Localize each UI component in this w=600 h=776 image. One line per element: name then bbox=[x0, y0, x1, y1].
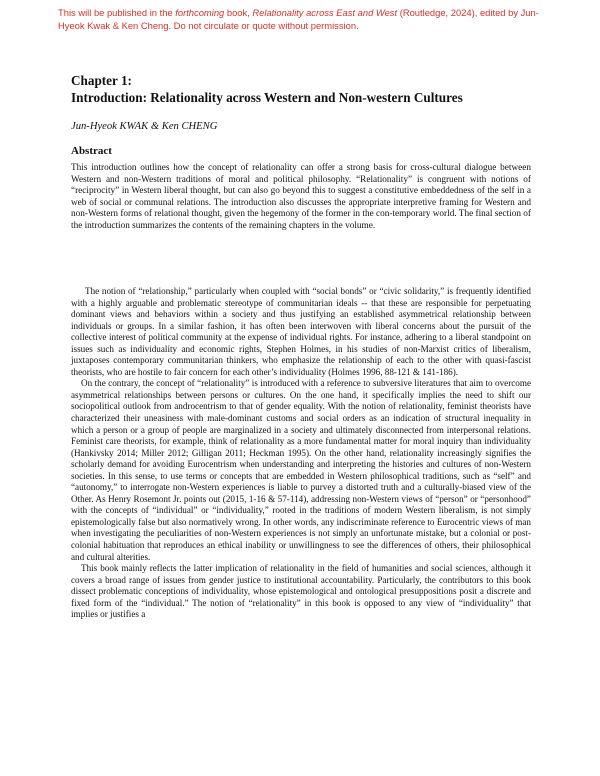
notice-book-title: Relationality across East and West bbox=[252, 7, 398, 18]
main-body bbox=[71, 286, 531, 621]
notice-prefix: This will be published in the bbox=[58, 7, 176, 18]
notice-suffix: (Routledge, 2024), edited by Jun-Hyeok Kwak & Ken Cheng. Do not circulate or quote without permission. bbox=[58, 7, 539, 31]
notice-mid: book, bbox=[224, 7, 253, 18]
chapter-heading bbox=[71, 72, 541, 106]
authors: Jun-Hyeok KWAK & Ken CHENG bbox=[71, 121, 218, 132]
body-paragraph-1: The notion of “relationship,” particularly when coupled with “social bonds” or “civic solidarity,” is frequently identified with a highly arguable and problematic stereotype of communitarian ideals -- that these are responsible for perpetuating dominant views and behaviors within a society and thus justifying an established asymmetrical relationship between individuals or groups. In a similar fashion, it has often been interwoven with liberal concerns about the pursuit of the collective interest of political community at the expense of individual rights. For instance, adhering to a liberal standpoint on issues such as individuality and economic rights, Stephen Holmes, in his studies of non-Marxist critics of liberalism, juxtaposes contemporary communitarian thinkers, who emphasize the relationship of each to the other with quasi-fascist theorists, who are hostile to fair concern for each other’s individuality (Holmes 1996, 88-121 & 141-186). bbox=[71, 286, 531, 377]
abstract-text: This introduction outlines how the concept of relationality can offer a strong basis for cross-cultural dialogue between Western and non-Western traditions of moral and political philosophy. “Relationality” is congruent with notions of “reciprocity” in Western liberal thought, but can also go beyond this to suggest a constitutive embeddedness of the self in a web of social or communal relations. The introduction also discusses the appropriate interpretive framing for Western and non-Western forms of relational thought, given the hegemony of the former in the con-temporary world. The final section of the introduction summarizes the contents of the remaining chapters in the volume. bbox=[71, 163, 531, 231]
chapter-number: Chapter 1: bbox=[71, 73, 132, 88]
body-paragraph-2: On the contrary, the concept of “relationality” is introduced with a reference to subversive literatures that aim to overcome asymmetrical relationships between persons or cultures. On the one hand, it specifically implies the need to shift our sociopolitical outlook from androcentrism to that of gender equality. With the notion of relationality, feminist theorists have characterized their uneasiness with male-dominant customs and social orders as an indication of structural inequality in which a person or a group of people are marginalized in a society and ultimately disconnected from interpersonal relations. Feminist care theorists, for example, think of relationality as a more fundamental matter for moral inquiry than individuality (Hankivsky 2014; Miller 2012; Gilligan 2011; Heckman 1995). On the other hand, relationality increasingly signifies the scholarly demand for avoiding Eurocentrism when understanding and interpreting the histories and cultures of non-Western societies. In this sense, to use terms or concepts that are embedded in Western philosophical traditions, such as “self” and “autonomy,” to interrogate non-Western experiences is liable to purvey a distorted truth and a culturally-biased view of the Other. As Henry Rosemont Jr. points out (2015, 1-16 & 57-114), addressing non-Western views of “person” or “personhood” with the concepts of “individual” or “individuality,” rooted in the traditions of modern Western liberalism, is not simply epistemologically false but also normatively wrong. In other words, any indiscriminate reference to Eurocentric views of man when investigating the peculiarities of non-Western experiences is not simply an unfortunate mistake, but a colonial or post-colonial habituation that reproduces an ethical inability or unwillingness to see the differences of others, their philosophical and cultural alterities. bbox=[71, 378, 531, 562]
abstract-heading: Abstract bbox=[71, 145, 112, 157]
publication-notice bbox=[58, 6, 548, 32]
notice-forthcoming: forthcoming bbox=[175, 7, 225, 18]
chapter-title: Introduction: Relationality across Western and Non-western Cultures bbox=[71, 90, 463, 105]
body-paragraph-3: This book mainly reflects the latter implication of relationality in the field of humanities and social sciences, although it covers a broad range of issues from gender justice to institutional accountability. Particularly, the contributors to this book dissect problematic conceptions of individuality, whose epistemological and ontological presuppositions posit a discrete and fixed form of the “individual.” The notion of “relationality” in this book is opposed to any view of “individuality” that implies or justifies a bbox=[71, 563, 531, 620]
